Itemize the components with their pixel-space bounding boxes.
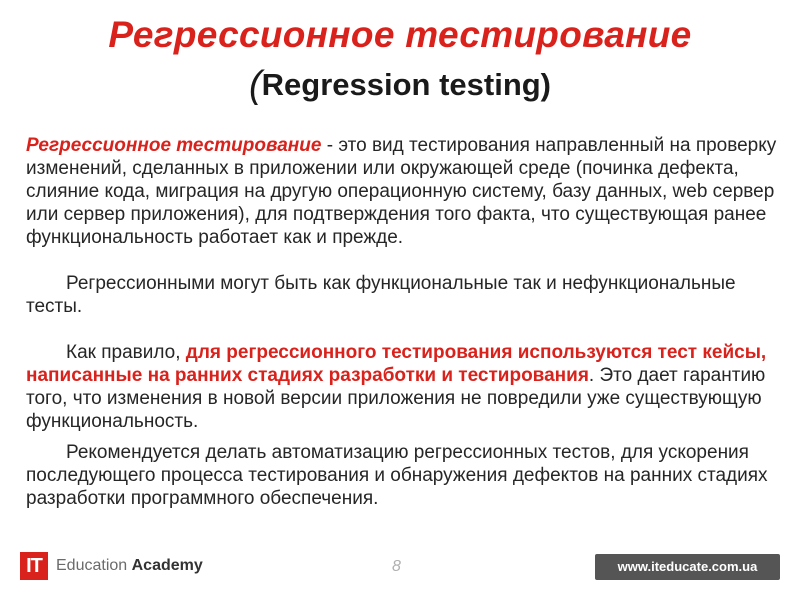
it-logo-icon: IT bbox=[20, 552, 48, 580]
logo-word-education: Education bbox=[56, 557, 128, 574]
slide-title: Регрессионное тестирование bbox=[108, 14, 692, 55]
slide-body bbox=[26, 134, 778, 510]
company-logo bbox=[20, 552, 203, 580]
subtitle-open-paren: ( bbox=[248, 64, 262, 106]
subtitle-text: Regression testing) bbox=[261, 67, 552, 102]
logo-wordmark bbox=[56, 557, 203, 575]
definition-text: - это вид тестирования направленный на проверку изменений, сделанных в приложении или окружающей среде (починка дефекта, слияние кода, миграция на другую операционную систему, базу данных, web сервер или сервер приложения), для подтверждения того факта, что существующая ранее функциональность работает как и прежде. bbox=[26, 135, 777, 248]
logo-word-academy: Academy bbox=[131, 557, 203, 574]
paragraph-automation bbox=[26, 441, 778, 510]
automation-text: Рекомендуется делать автоматизацию регрессионных тестов, для ускорения последующего процесса тестирования и обнаружения дефектов на ранних стадиях разработки программного обеспечения. bbox=[26, 442, 768, 509]
paragraph-test-types bbox=[26, 272, 778, 318]
paragraph-definition bbox=[26, 134, 778, 249]
test-cases-before: Как правило, bbox=[66, 342, 186, 363]
defined-term: Регрессионное тестирование bbox=[26, 135, 322, 156]
test-cases-highlight: для регрессионного тестирования используются тест кейсы, написанные на ранних стадиях разработки и тестирования bbox=[26, 342, 767, 386]
page-number: 8 bbox=[392, 558, 401, 575]
test-types-text: Регрессионными могут быть как функциональные так и нефункциональные тесты. bbox=[26, 273, 736, 317]
test-cases-after: . Это дает гарантию того, что изменения в новой версии приложения не повредили уже существующую функциональность. bbox=[26, 365, 766, 432]
website-url: www.iteducate.com.ua bbox=[595, 554, 780, 580]
paragraph-test-cases bbox=[26, 341, 778, 433]
slide-subtitle bbox=[0, 64, 800, 107]
